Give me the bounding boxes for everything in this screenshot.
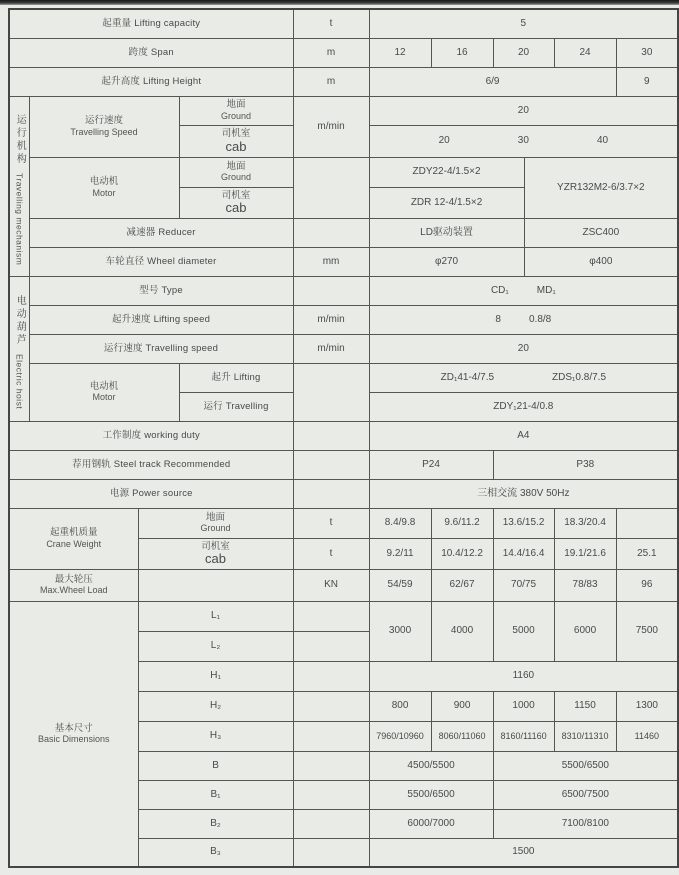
crane-weight-ground-3: 13.6/15.2 xyxy=(493,508,554,538)
cab-label-cn: 司机室 xyxy=(201,540,230,552)
electric-hoist-label-en: Electric hoist xyxy=(14,354,25,410)
travel-motor-right-value: YZR132M2-6/3.7×2 xyxy=(524,157,678,218)
hoist-type-v2: MD₁ xyxy=(536,284,556,296)
dim-b3-label: B₃ xyxy=(138,838,293,867)
hoist-lifting-speed-unit: m/min xyxy=(293,305,369,334)
hoist-motor-label-cn: 电动机 xyxy=(89,380,119,392)
dim-l2-unit xyxy=(293,631,369,661)
max-wheel-load-label-en: Max.Wheel Load xyxy=(39,585,108,596)
dim-b1-label: B₁ xyxy=(138,780,293,809)
ground-label-cn: 地面 xyxy=(226,160,246,172)
dim-b-right: 5500/6500 xyxy=(493,751,678,780)
hoist-lifting-speed-label: 起升速度 Lifting speed xyxy=(29,305,293,334)
lifting-height-main: 6/9 xyxy=(369,67,616,96)
lifting-height-unit: m xyxy=(293,67,369,96)
reducer-unit xyxy=(293,218,369,247)
reducer-label: 减速器 Reducer xyxy=(29,218,293,247)
row-wheel-diameter xyxy=(9,247,678,276)
travel-motor-cab-label xyxy=(179,187,293,218)
hoist-motor-label xyxy=(29,363,179,421)
row-dim-l1 xyxy=(9,601,678,631)
travel-speed-cab-label xyxy=(179,125,293,157)
cab-label-en: cab xyxy=(205,551,226,567)
dim-b3-unit xyxy=(293,838,369,867)
crane-weight-label xyxy=(9,508,138,569)
travel-speed-label-en: Travelling Speed xyxy=(70,126,138,137)
reducer-right-value: ZSC400 xyxy=(524,218,678,247)
span-value-2: 16 xyxy=(431,38,493,67)
dim-h3-5: 11460 xyxy=(616,721,678,751)
crane-weight-cab-2: 10.4/12.2 xyxy=(431,538,493,569)
row-crane-weight-ground xyxy=(9,508,678,538)
power-source-unit xyxy=(293,479,369,508)
crane-weight-cab-1: 9.2/11 xyxy=(369,538,431,569)
hoist-motor-unit xyxy=(293,363,369,421)
travel-speed-cab-values xyxy=(369,125,678,157)
hoist-lifting-speed-v1: 8 xyxy=(495,313,501,325)
ground-label-en: Ground xyxy=(200,523,231,534)
lifting-height-last: 9 xyxy=(616,67,678,96)
hoist-type-label: 型号 Type xyxy=(29,276,293,305)
lifting-capacity-unit: t xyxy=(293,9,369,38)
cab-label-cn: 司机室 xyxy=(221,189,251,201)
hoist-lifting-speed-v2: 0.8/8 xyxy=(528,313,552,325)
cab-label-en: cab xyxy=(225,200,247,216)
dim-h1-value: 1160 xyxy=(369,661,678,691)
ground-label-cn: 地面 xyxy=(206,511,226,523)
dim-b-left: 4500/5500 xyxy=(369,751,493,780)
hoist-motor-lifting-v2: ZDS₁0.8/7.5 xyxy=(552,371,607,383)
max-wheel-load-1: 54/59 xyxy=(369,569,431,601)
cab-speed-2: 30 xyxy=(517,135,529,146)
max-wheel-load-3: 70/75 xyxy=(493,569,554,601)
basic-dimensions-label-cn: 基本尺寸 xyxy=(54,722,93,734)
power-source-value: 三相交流 380V 50Hz xyxy=(369,479,678,508)
travelling-mechanism-label-cn: 运行机构 xyxy=(14,114,26,167)
lifting-height-label: 起升高度 Lifting Height xyxy=(9,67,293,96)
crane-weight-ground-label xyxy=(138,508,293,538)
reducer-left-value: LD驱动装置 xyxy=(369,218,524,247)
ground-label-en: Ground xyxy=(221,172,252,183)
steel-track-label: 荐用钢轨 Steel track Recommended xyxy=(9,450,293,479)
hoist-travel-speed-value: 20 xyxy=(369,334,678,363)
dim-h3-unit xyxy=(293,721,369,751)
dim-l1-unit xyxy=(293,601,369,631)
lifting-capacity-value: 5 xyxy=(369,9,678,38)
ground-label-en: Ground xyxy=(221,110,252,121)
wheel-diameter-right-value: φ400 xyxy=(524,247,678,276)
hoist-motor-travelling-value: ZDY₁21-4/0.8 xyxy=(369,392,678,421)
dim-b2-label: B₂ xyxy=(138,809,293,838)
dim-b-label: B xyxy=(138,751,293,780)
max-wheel-load-label xyxy=(9,569,138,601)
steel-track-left: P24 xyxy=(369,450,493,479)
dim-h2-2: 900 xyxy=(431,691,493,721)
crane-weight-ground-unit: t xyxy=(293,508,369,538)
dim-l-2: 4000 xyxy=(431,601,493,661)
cab-label-en: cab xyxy=(225,138,247,154)
dim-b2-right: 7100/8100 xyxy=(493,809,678,838)
hoist-motor-travelling-label: 运行 Travelling xyxy=(179,392,293,421)
travel-motor-ground-value: ZDY22-4/1.5×2 xyxy=(369,157,524,187)
dim-b1-right: 6500/7500 xyxy=(493,780,678,809)
row-power-source xyxy=(9,479,678,508)
crane-weight-cab-label xyxy=(138,538,293,569)
span-unit: m xyxy=(293,38,369,67)
max-wheel-load-2: 62/67 xyxy=(431,569,493,601)
dim-b-unit xyxy=(293,751,369,780)
crane-weight-ground-4: 18.3/20.4 xyxy=(554,508,616,538)
hoist-motor-label-en: Motor xyxy=(92,392,116,403)
lifting-capacity-label: 起重量 Lifting capacity xyxy=(9,9,293,38)
steel-track-unit xyxy=(293,450,369,479)
travel-speed-ground-value: 20 xyxy=(369,96,678,125)
dim-l-4: 6000 xyxy=(554,601,616,661)
dim-h2-label: H₂ xyxy=(138,691,293,721)
dim-h2-4: 1150 xyxy=(554,691,616,721)
span-value-5: 30 xyxy=(616,38,678,67)
travel-motor-unit xyxy=(293,157,369,218)
hoist-type-values xyxy=(369,276,678,305)
cab-label-cn: 司机室 xyxy=(221,128,251,140)
row-lifting-capacity xyxy=(9,9,678,38)
hoist-motor-lifting-values xyxy=(369,363,678,392)
dim-l-3: 5000 xyxy=(493,601,554,661)
hoist-type-unit xyxy=(293,276,369,305)
row-hoist-travel-speed xyxy=(9,334,678,363)
travel-speed-unit: m/min xyxy=(293,96,369,157)
max-wheel-load-5: 96 xyxy=(616,569,678,601)
electric-hoist-label-cn: 电动葫芦 xyxy=(14,295,26,348)
row-max-wheel-load xyxy=(9,569,678,601)
hoist-motor-lifting-v1: ZD₁41-4/7.5 xyxy=(440,371,495,383)
electric-hoist-group xyxy=(9,276,29,421)
dim-l2-label: L₂ xyxy=(138,631,293,661)
row-hoist-motor-lifting xyxy=(9,363,678,392)
dim-h3-label: H₃ xyxy=(138,721,293,751)
travel-speed-label xyxy=(29,96,179,157)
travelling-mechanism-label-en: Travelling mechanism xyxy=(14,173,25,266)
row-reducer xyxy=(9,218,678,247)
dim-h3-3: 8160/11160 xyxy=(493,721,554,751)
max-wheel-load-label-cn: 最大轮压 xyxy=(54,573,93,585)
span-value-1: 12 xyxy=(369,38,431,67)
crane-weight-ground-5-empty xyxy=(616,508,678,538)
crane-weight-cab-3: 14.4/16.4 xyxy=(493,538,554,569)
crane-weight-cab-5: 25.1 xyxy=(616,538,678,569)
travel-motor-ground-label xyxy=(179,157,293,187)
row-span xyxy=(9,38,678,67)
travel-speed-label-cn: 运行速度 xyxy=(84,115,123,127)
row-hoist-lifting-speed xyxy=(9,305,678,334)
working-duty-label: 工作制度 working duty xyxy=(9,421,293,450)
row-working-duty xyxy=(9,421,678,450)
row-hoist-type xyxy=(9,276,678,305)
dim-h3-2: 8060/11060 xyxy=(431,721,493,751)
dim-b3-value: 1500 xyxy=(369,838,678,867)
span-value-4: 24 xyxy=(554,38,616,67)
dim-h3-1: 7960/10960 xyxy=(369,721,431,751)
hoist-travel-speed-unit: m/min xyxy=(293,334,369,363)
dim-h2-unit xyxy=(293,691,369,721)
travel-motor-label-cn: 电动机 xyxy=(89,176,119,188)
dim-b1-left: 5500/6500 xyxy=(369,780,493,809)
cab-speed-3: 40 xyxy=(596,135,609,146)
dim-h2-1: 800 xyxy=(369,691,431,721)
dim-h3-4: 8310/11310 xyxy=(554,721,616,751)
crane-spec-table xyxy=(8,8,679,868)
travel-motor-label-en: Motor xyxy=(92,187,116,198)
working-duty-value: A4 xyxy=(369,421,678,450)
row-travel-speed-ground xyxy=(9,96,678,125)
crane-weight-label-cn: 起重机质量 xyxy=(49,527,98,539)
hoist-motor-lifting-label: 起升 Lifting xyxy=(179,363,293,392)
cab-speed-1: 20 xyxy=(438,135,450,146)
travel-speed-ground-label xyxy=(179,96,293,125)
wheel-diameter-label: 车轮直径 Wheel diameter xyxy=(29,247,293,276)
dim-h2-5: 1300 xyxy=(616,691,678,721)
dim-h1-unit xyxy=(293,661,369,691)
crane-weight-label-en: Crane Weight xyxy=(46,538,102,549)
dim-b1-unit xyxy=(293,780,369,809)
ground-label-cn: 地面 xyxy=(226,99,246,111)
hoist-travel-speed-label: 运行速度 Travelling speed xyxy=(29,334,293,363)
dim-h2-3: 1000 xyxy=(493,691,554,721)
max-wheel-load-4: 78/83 xyxy=(554,569,616,601)
travelling-mechanism-group xyxy=(9,96,29,276)
dim-h1-label: H₁ xyxy=(138,661,293,691)
dim-l-5: 7500 xyxy=(616,601,678,661)
power-source-label: 电源 Power source xyxy=(9,479,293,508)
crane-weight-ground-1: 8.4/9.8 xyxy=(369,508,431,538)
row-steel-track xyxy=(9,450,678,479)
span-value-3: 20 xyxy=(493,38,554,67)
crane-weight-cab-unit: t xyxy=(293,538,369,569)
dim-b2-left: 6000/7000 xyxy=(369,809,493,838)
travel-motor-label xyxy=(29,157,179,218)
crane-weight-ground-2: 9.6/11.2 xyxy=(431,508,493,538)
hoist-lifting-speed-values xyxy=(369,305,678,334)
wheel-diameter-left-value: φ270 xyxy=(369,247,524,276)
max-wheel-load-unit: KN xyxy=(293,569,369,601)
travel-motor-cab-value: ZDR 12-4/1.5×2 xyxy=(369,187,524,218)
scan-top-edge xyxy=(0,0,679,5)
row-travel-motor-ground xyxy=(9,157,678,187)
dim-l1-label: L₁ xyxy=(138,601,293,631)
dim-l-1: 3000 xyxy=(369,601,431,661)
row-lifting-height xyxy=(9,67,678,96)
wheel-diameter-unit: mm xyxy=(293,247,369,276)
basic-dimensions-label xyxy=(9,601,138,867)
basic-dimensions-label-en: Basic Dimensions xyxy=(37,734,110,745)
max-wheel-load-sub-empty xyxy=(138,569,293,601)
dim-b2-unit xyxy=(293,809,369,838)
span-label: 跨度 Span xyxy=(9,38,293,67)
hoist-type-v1: CD₁ xyxy=(490,284,509,296)
steel-track-right: P38 xyxy=(493,450,678,479)
working-duty-unit xyxy=(293,421,369,450)
crane-weight-cab-4: 19.1/21.6 xyxy=(554,538,616,569)
